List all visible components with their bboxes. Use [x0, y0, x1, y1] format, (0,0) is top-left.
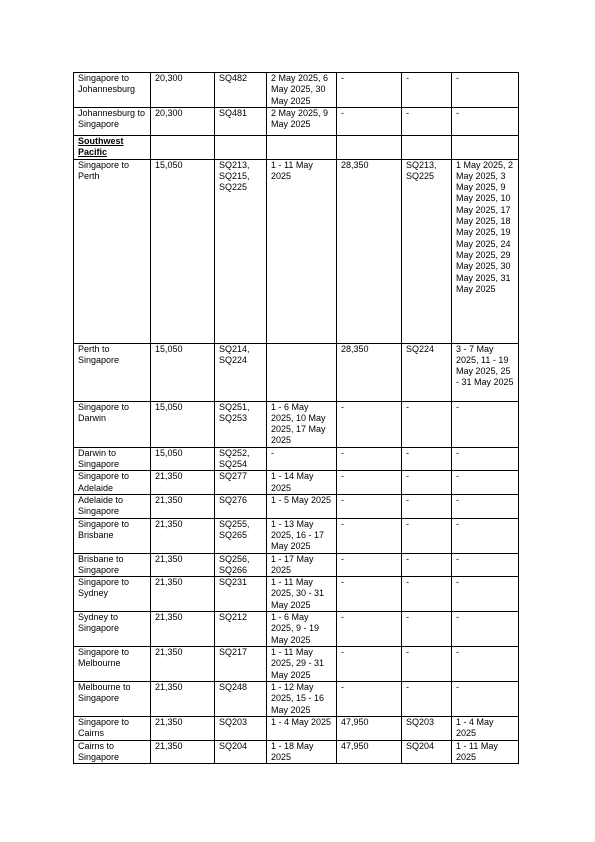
flights-cell: SQ248 — [215, 682, 267, 717]
route-cell: Singapore to Melbourne — [74, 647, 151, 682]
route-cell: Singapore to Perth — [74, 159, 151, 343]
miles-cell: 15,050 — [151, 401, 215, 447]
dates-alt-cell: - — [452, 553, 519, 577]
table-row — [74, 740, 519, 764]
flights-alt-cell: - — [402, 447, 452, 471]
miles-cell: 21,350 — [151, 577, 215, 612]
miles-alt-cell: 28,350 — [337, 343, 402, 401]
dates-cell: 1 - 11 May 2025 — [267, 159, 337, 343]
miles-cell: 15,050 — [151, 343, 215, 401]
table-row — [74, 577, 519, 612]
route-cell: Darwin to Singapore — [74, 447, 151, 471]
miles-cell: 15,050 — [151, 159, 215, 343]
flights-alt-cell: SQ213, SQ225 — [402, 159, 452, 343]
route-cell: Singapore to Darwin — [74, 401, 151, 447]
route-cell: Singapore to Sydney — [74, 577, 151, 612]
table-row — [74, 518, 519, 553]
flights-alt-cell: SQ224 — [402, 343, 452, 401]
dates-cell: 1 - 18 May 2025 — [267, 740, 337, 764]
flights-cell: SQ213, SQ215, SQ225 — [215, 159, 267, 343]
miles-alt-cell: - — [337, 108, 402, 136]
empty-cell — [215, 136, 267, 160]
flights-cell: SQ252, SQ254 — [215, 447, 267, 471]
route-cell: Singapore to Adelaide — [74, 471, 151, 495]
miles-cell: 21,350 — [151, 518, 215, 553]
dates-alt-cell: - — [452, 108, 519, 136]
route-cell: Singapore to Cairns — [74, 717, 151, 741]
flights-alt-cell: - — [402, 108, 452, 136]
dates-cell: 1 - 14 May 2025 — [267, 471, 337, 495]
empty-cell — [402, 136, 452, 160]
dates-cell: 1 - 11 May 2025, 29 - 31 May 2025 — [267, 647, 337, 682]
miles-alt-cell: - — [337, 471, 402, 495]
dates-alt-cell: - — [452, 682, 519, 717]
dates-cell — [267, 343, 337, 401]
miles-alt-cell: - — [337, 401, 402, 447]
miles-alt-cell: - — [337, 647, 402, 682]
dates-alt-cell: 1 May 2025, 2 May 2025, 3 May 2025, 9 May 2025, 10 May 2025, 17 May 2025, 18 May 2025, 19 May 2025, 24 May 2025, 29 May 2025, 30 May 2025, 31 May 2025 — [452, 159, 519, 343]
miles-cell: 21,350 — [151, 494, 215, 518]
dates-cell: 1 - 11 May 2025, 30 - 31 May 2025 — [267, 577, 337, 612]
flights-alt-cell: - — [402, 401, 452, 447]
flights-cell: SQ203 — [215, 717, 267, 741]
route-cell: Brisbane to Singapore — [74, 553, 151, 577]
miles-alt-cell: 47,950 — [337, 740, 402, 764]
flights-cell: SQ212 — [215, 612, 267, 647]
dates-alt-cell: - — [452, 73, 519, 108]
flights-cell: SQ251, SQ253 — [215, 401, 267, 447]
dates-cell: 2 May 2025, 6 May 2025, 30 May 2025 — [267, 73, 337, 108]
flights-cell: SQ482 — [215, 73, 267, 108]
table-row — [74, 647, 519, 682]
dates-alt-cell: - — [452, 518, 519, 553]
miles-alt-cell: - — [337, 553, 402, 577]
dates-cell: 1 - 12 May 2025, 15 - 16 May 2025 — [267, 682, 337, 717]
table-row — [74, 553, 519, 577]
miles-alt-cell: 47,950 — [337, 717, 402, 741]
miles-alt-cell: - — [337, 682, 402, 717]
flights-alt-cell: - — [402, 494, 452, 518]
miles-alt-cell: - — [337, 447, 402, 471]
miles-alt-cell: - — [337, 577, 402, 612]
miles-alt-cell: 28,350 — [337, 159, 402, 343]
flights-cell: SQ255, SQ265 — [215, 518, 267, 553]
table-row — [74, 401, 519, 447]
flights-cell: SQ217 — [215, 647, 267, 682]
route-cell: Singapore to Brisbane — [74, 518, 151, 553]
dates-cell: 1 - 17 May 2025 — [267, 553, 337, 577]
dates-cell: 1 - 13 May 2025, 16 - 17 May 2025 — [267, 518, 337, 553]
flights-cell: SQ276 — [215, 494, 267, 518]
miles-cell: 21,350 — [151, 717, 215, 741]
dates-alt-cell: - — [452, 577, 519, 612]
dates-alt-cell: - — [452, 447, 519, 471]
dates-cell: 1 - 6 May 2025, 10 May 2025, 17 May 2025 — [267, 401, 337, 447]
empty-cell — [337, 136, 402, 160]
route-cell: Perth to Singapore — [74, 343, 151, 401]
table-row — [74, 682, 519, 717]
miles-cell: 21,350 — [151, 682, 215, 717]
dates-cell: 1 - 5 May 2025 — [267, 494, 337, 518]
flights-alt-cell: - — [402, 553, 452, 577]
dates-alt-cell: - — [452, 612, 519, 647]
empty-cell — [151, 136, 215, 160]
table-row — [74, 494, 519, 518]
miles-alt-cell: - — [337, 494, 402, 518]
table-row — [74, 159, 519, 343]
award-availability-table — [73, 72, 519, 764]
route-cell: Cairns to Singapore — [74, 740, 151, 764]
dates-alt-cell: - — [452, 494, 519, 518]
miles-cell: 15,050 — [151, 447, 215, 471]
dates-alt-cell: 1 - 11 May 2025 — [452, 740, 519, 764]
empty-cell — [267, 136, 337, 160]
flights-cell: SQ214, SQ224 — [215, 343, 267, 401]
flights-alt-cell: - — [402, 577, 452, 612]
flights-cell: SQ277 — [215, 471, 267, 495]
table-body — [74, 73, 519, 764]
route-cell: Singapore to Johannesburg — [74, 73, 151, 108]
flights-alt-cell: - — [402, 647, 452, 682]
table-row — [74, 612, 519, 647]
flights-cell: SQ231 — [215, 577, 267, 612]
section-header-row — [74, 136, 519, 160]
flights-alt-cell: - — [402, 612, 452, 647]
flights-cell: SQ256, SQ266 — [215, 553, 267, 577]
miles-alt-cell: - — [337, 518, 402, 553]
dates-cell: 1 - 4 May 2025 — [267, 717, 337, 741]
table-row — [74, 108, 519, 136]
miles-cell: 21,350 — [151, 647, 215, 682]
dates-alt-cell: 1 - 4 May 2025 — [452, 717, 519, 741]
dates-cell: 2 May 2025, 9 May 2025 — [267, 108, 337, 136]
flights-cell: SQ481 — [215, 108, 267, 136]
dates-alt-cell: - — [452, 647, 519, 682]
flights-cell: SQ204 — [215, 740, 267, 764]
miles-cell: 21,350 — [151, 612, 215, 647]
flights-alt-cell: SQ203 — [402, 717, 452, 741]
dates-cell: - — [267, 447, 337, 471]
dates-alt-cell: - — [452, 401, 519, 447]
miles-cell: 21,350 — [151, 471, 215, 495]
table-row — [74, 717, 519, 741]
table-row — [74, 447, 519, 471]
table-row — [74, 471, 519, 495]
dates-alt-cell: - — [452, 471, 519, 495]
flights-alt-cell: - — [402, 73, 452, 108]
table-row — [74, 343, 519, 401]
miles-cell: 20,300 — [151, 108, 215, 136]
dates-alt-cell: 3 - 7 May 2025, 11 - 19 May 2025, 25 - 31 May 2025 — [452, 343, 519, 401]
dates-cell: 1 - 6 May 2025, 9 - 19 May 2025 — [267, 612, 337, 647]
route-cell: Adelaide to Singapore — [74, 494, 151, 518]
miles-alt-cell: - — [337, 612, 402, 647]
table-row — [74, 73, 519, 108]
miles-cell: 20,300 — [151, 73, 215, 108]
miles-alt-cell: - — [337, 73, 402, 108]
flights-alt-cell: - — [402, 682, 452, 717]
empty-cell — [452, 136, 519, 160]
flights-alt-cell: - — [402, 518, 452, 553]
flights-alt-cell: - — [402, 471, 452, 495]
section-title: Southwest Pacific — [74, 136, 151, 160]
miles-cell: 21,350 — [151, 740, 215, 764]
route-cell: Johannesburg to Singapore — [74, 108, 151, 136]
miles-cell: 21,350 — [151, 553, 215, 577]
flights-alt-cell: SQ204 — [402, 740, 452, 764]
route-cell: Melbourne to Singapore — [74, 682, 151, 717]
route-cell: Sydney to Singapore — [74, 612, 151, 647]
